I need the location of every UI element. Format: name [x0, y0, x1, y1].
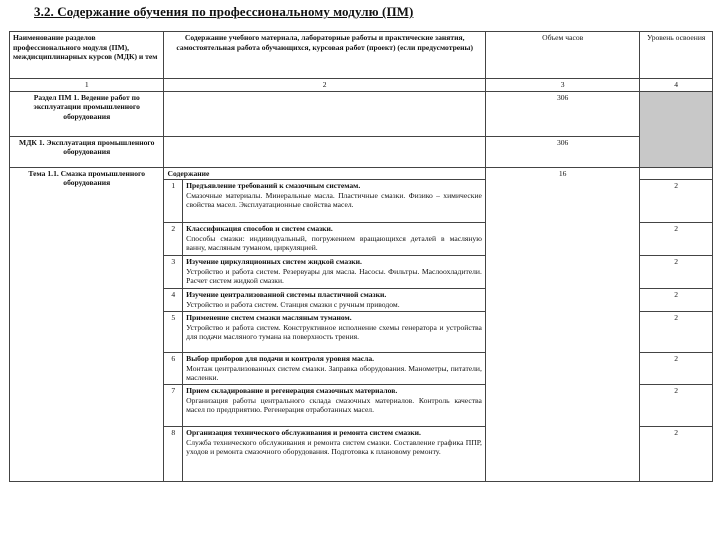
mdk-row [10, 136, 713, 167]
program-table [9, 31, 713, 482]
section-hours: 306 [485, 91, 639, 136]
item-level: 2 [640, 256, 713, 289]
item-title: Изучение циркуляционных систем жидкой смазки. [186, 257, 362, 267]
item-level: 2 [640, 385, 713, 427]
header-col-level: Уровень освоения [640, 32, 713, 79]
item-content [183, 180, 486, 223]
item-title: Организация технического обслуживания и ремонта систем смазки. [186, 428, 421, 438]
item-content [183, 385, 486, 427]
item-description: Организация работы центрального склада смазочных материалов. Контроль качества масел по предприятию. Регенерация отработанных масел. [186, 395, 482, 415]
header-col-sections: Наименование разделов профессионального модуля (ПМ), междисциплинарных курсов (МДК) и тем [10, 32, 164, 79]
section-level-shaded [640, 91, 713, 167]
column-number: 2 [164, 79, 485, 92]
column-number-row [10, 79, 713, 92]
item-number: 2 [164, 223, 183, 256]
item-description: Устройство и работа систем. Станция смазки с ручным приводом. [186, 299, 400, 309]
column-number: 1 [10, 79, 164, 92]
topic-level-empty [640, 167, 713, 180]
topic-title: Тема 1.1. Смазка промышленного оборудования [10, 167, 164, 482]
item-level: 2 [640, 353, 713, 385]
item-number: 3 [164, 256, 183, 289]
item-level: 2 [640, 312, 713, 353]
item-number: 8 [164, 427, 183, 482]
section-row [10, 91, 713, 136]
table-header-row [10, 32, 713, 79]
item-number: 4 [164, 289, 183, 312]
item-number: 7 [164, 385, 183, 427]
column-number: 4 [640, 79, 713, 92]
section-content [164, 91, 485, 136]
item-description: Монтаж централизованных систем смазки. Заправка оборудования. Манометры, питатели, масленки. [186, 363, 482, 383]
item-content [183, 256, 486, 289]
item-description: Устройство и работа систем. Резервуары для масла. Насосы. Фильтры. Маслоохладители. Расчет систем жидкой смазки. [186, 266, 482, 286]
item-level: 2 [640, 223, 713, 256]
item-description: Служба технического обслуживания и ремонта систем смазки. Составление графика ППР, уходов и ремонта смазочного оборудования. Подготовка к плановому ремонту. [186, 437, 482, 457]
item-title: Предъявление требований к смазочным системам. [186, 181, 361, 191]
topic-content-label: Содержание [164, 167, 485, 180]
mdk-hours: 306 [485, 136, 639, 167]
item-content [183, 427, 486, 482]
item-content [183, 312, 486, 353]
mdk-title: МДК 1. Эксплуатация промышленного оборудования [10, 136, 164, 167]
item-number: 1 [164, 180, 183, 223]
item-title: Изучение централизованной системы пластичной смазки. [186, 290, 387, 300]
item-level: 2 [640, 427, 713, 482]
section-title: Раздел ПМ 1. Ведение работ по эксплуатации промышленного оборудования [10, 91, 164, 136]
item-number: 5 [164, 312, 183, 353]
item-content [183, 353, 486, 385]
topic-row [10, 167, 713, 180]
item-title: Выбор приборов для подачи и контроля уровня масла. [186, 354, 375, 364]
item-content [183, 289, 486, 312]
item-level: 2 [640, 289, 713, 312]
item-description: Способы смазки: индивидуальный, погружением вращающихся деталей в масляную ванну, масляным туманом, циркуляцией. [186, 233, 482, 253]
item-title: Применение систем смазки масляным туманом. [186, 313, 352, 323]
topic-hours: 16 [485, 167, 639, 482]
page-heading: 3.2. Содержание обучения по профессиональному модулю (ПМ) [34, 4, 414, 19]
item-level: 2 [640, 180, 713, 223]
item-title: Классификация способов и систем смазки. [186, 224, 333, 234]
item-description: Устройство и работа систем. Конструктивное исполнение схемы генератора и устройства для подачи масляного тумана на поверхность трения. [186, 322, 482, 342]
item-content [183, 223, 486, 256]
item-number: 6 [164, 353, 183, 385]
item-title: Прием складирование и регенерация смазочных материалов. [186, 386, 398, 396]
item-description: Смазочные материалы. Минеральные масла. Пластичные смазки. Физико – химические свойства масел. Эксплуатационные свойства масел. [186, 190, 482, 210]
mdk-content [164, 136, 485, 167]
column-number: 3 [485, 79, 639, 92]
header-col-content: Содержание учебного материала, лабораторные работы и практические занятия, самостоятельная работа обучающихся, курсовая работ (проект) (если предусмотрены) [164, 32, 485, 79]
header-col-hours: Объем часов [485, 32, 639, 79]
